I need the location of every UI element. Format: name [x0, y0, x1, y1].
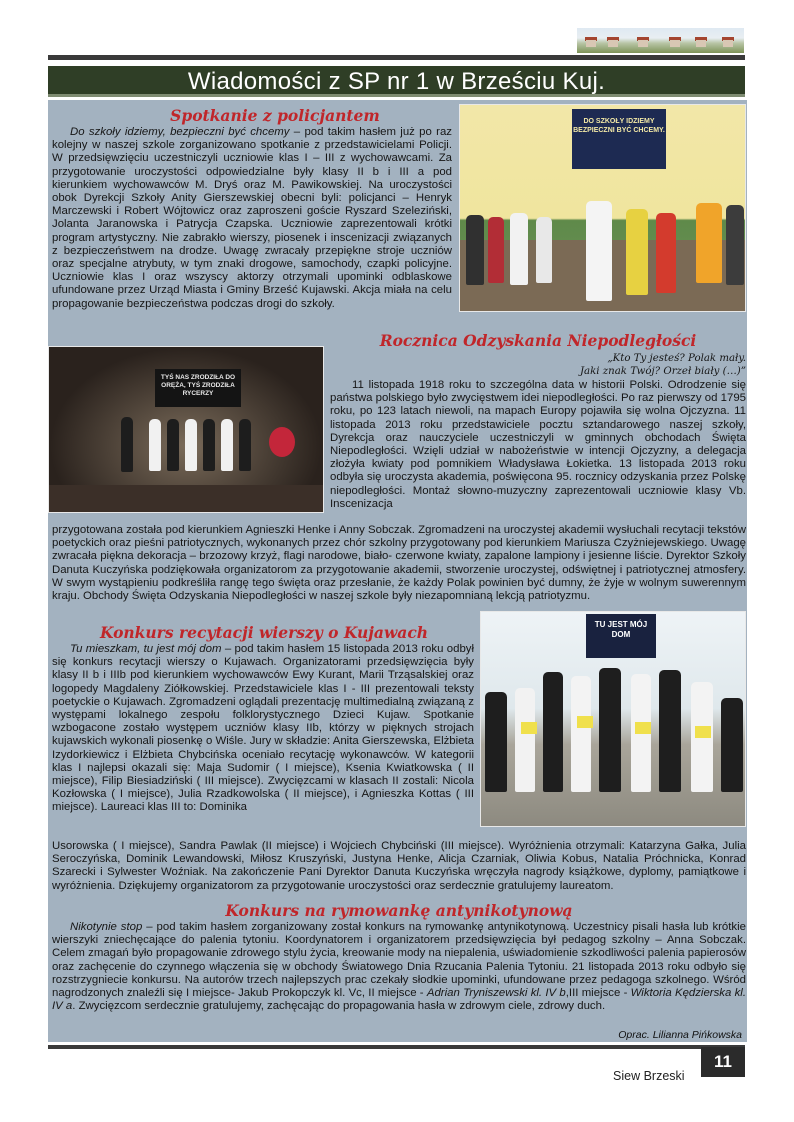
winner-3: Wiktoria Kędzierska kl. IV a	[52, 987, 746, 1013]
article-body: – pod takim hasłem już po raz kolejny w naszej szkole zorganizowano spotkanie z przedstawicielami Policji. W przedsięwzięciu uczestniczyli uczniowie klas I – III z wychowawcami. Za przygotowanie uroczystości odpowiedzialne były klasy II b i III a pod kierunkiem wychowawców M. Dryś oraz M. Pawikowskiej. Na uroczystości obok Dyrekcji Szkoły Anity Gierszewskiej obecni byli: policjanci – Henryk Marczewski i Robert Wójtowicz oraz zaproszeni goście Ryszard Szeleziński, Jolanta Jaranowska i Patrycja Czapska. Uczniowie zaprezentowali krótki program artystyczny. Nie zabrakło wierszy, piosenek i inscenizacji związanych z bezpieczeństwem na drodze. Uwagę zwracały przepiękne stroje uczniów oraz specjalne atrybuty, w tym znaki drogowe, samochody, czapki policyjne. Uczniowie klas I oraz wszyscy aktorzy otrzymali upominki odblaskowe ufundowane przez Urząd Miasta i Gminy Brześć Kujawski. Akcja miała na celu propagowanie bezpieczeństwa podczas drogi do szkoły.	[52, 126, 452, 310]
article-recytacje-top	[52, 643, 474, 815]
quote-line-1: „Kto Ty jesteś? Polak mały.	[607, 353, 746, 364]
lead-phrase: Do szkoły idziemy, bezpieczni być chcemy	[70, 126, 290, 138]
page-number: 11	[701, 1047, 745, 1077]
publication-name: Siew Brzeski	[613, 1069, 685, 1083]
photo-banner: DO SZKOŁY IDZIEMY BEZPIECZNI BYĆ CHCEMY.	[572, 109, 666, 169]
photo-banner: TU JEST MÓJ DOM	[586, 614, 656, 658]
section-heading-policja: Spotkanie z policjantem	[170, 106, 380, 125]
bottom-divider	[48, 1045, 745, 1049]
lead-phrase: Tu mieszkam, tu jest mój dom	[70, 643, 222, 655]
article-antynikotyna	[52, 921, 746, 1013]
quote-line-2: Jaki znak Twój? Orzeł biały (…)”	[579, 366, 746, 377]
article-body: przygotowana została pod kierunkiem Agnieszki Henke i Anny Sobczak. Zgromadzeni na uroczystej akademii wysłuchali recytacji tekstów poetyckich oraz pieśni patriotycznych, wykonanych przez chór szkolny przygotowany pod kierunkiem Mariusza Czyżniejewskiego. Uwagę zwracała piękna dekoracja – brzozowy krzyż, flagi narodowe, biało- czerwone kwiaty, zapalone lampiony i jesienne liście. Dyrektor Szkoły Danuta Kuczyńska podziękowała organizatorom za przygotowanie akademii, stworzenie uroczystej, odświętnej i patriotycznej atmosfery. W swym wystąpieniu podkreśliła rangę tego święta oraz przesłanie, że każdy Polak powinien być dumny, że żyje w wolnym suwerennym kraju. Obchody Święta Odzyskania Niepodległości w naszej szkole były niezapomnianą lekcją patriotyzmu.	[52, 524, 746, 603]
article-body: – pod takim hasłem zorganizowany został konkurs na rymowankę antynikotynową. Uczestnicy pisali hasła lub krótkie wierszyki zniechęcające do palenia tytoniu. Koordynatorem i organizatorem przedsięwzięcia był pedagog szkolny – Anna Sobczak. Celem zmagań było propagowanie zdrowego stylu życia, kreowanie mody na niepalenia, uświadomienie szkodliwości palenia papierosów oraz zachęcenie do czynnego włączenia się w obchody Światowego Dnia Rzucania Palenia Tytoniu. 21 listopada 2013 roku odbyło się rozstrzygniecie konkursu. Na autorów trzech najlepszych prac czekały słodkie upominki, ufundowane przez pedagoga szkolnego. Wśród nagrodzonych znaleźli się I miejsce- Jakub Prokopczyk kl. Vc, II miejsce -	[52, 921, 746, 1000]
article-niepodleglosc-bottom	[52, 524, 746, 603]
article-body-end: . Zwycięzcom serdecznie gratulujemy, zachęcając do propagowania hasła w zdrowym ciele, zdrowy duch.	[72, 1000, 606, 1013]
article-body: – pod takim hasłem 15 listopada 2013 roku odbył się konkurs recytacji wierszy o Kujawach. Organizatorami przedsięwzięcia były klasy II b i IIIb pod kierunkiem wychowawców Ewy Kurant, Marii Trząsalskiej oraz logopedy Magdaleny Ziółkowskiej. Przedstawiciele klas I - III prezentowali teksty poetyckie o Kujawach. Zgromadzeni oglądali prezentację multimedialną związaną z występami lokalnego zespołu folklorystycznego Dzieci Kujaw. Spotkanie wzbogacone zostało występem uczniów klasy IIb, którzy w pięknych strojach kujawskich wykonali piosenkę o Wiśle. Jury w składzie: Anita Gierszewska, Elżbieta Izydorkiewicz i Elżbieta Chybcińska oceniało recytację wykonawców. W kategorii klas I najlepsi okazali się: Maja Sudomir ( I miejsce), Ksenia Kwiatkowska ( II miejsce), Filip Biesiadziński ( III miejsce). Zwycięzcami w klasach II zostali: Nicola Kozłowska ( I miejsce), Julia Rzadkowolska ( II miejsce), i Agnieszka Kottas ( III miejsce). Laureaci klas III to: Dominika	[52, 643, 475, 814]
top-divider	[48, 55, 745, 60]
photo-independence-day	[48, 346, 324, 513]
section-heading-antynikotyna: Konkurs na rymowankę antynikotynową	[225, 901, 573, 920]
section-heading-recytacje: Konkurs recytacji wierszy o Kujawach	[99, 623, 429, 642]
photo-banner: TYŚ NAS ZRODZIŁA DO ORĘŻA, TYŚ ZRODZIŁA RYCERZY	[155, 369, 241, 407]
article-body: Usorowska ( I miejsce), Sandra Pawlak (II miejsce) i Wojciech Chybciński (III miejsce). Wyróżnienia otrzymali: Katarzyna Gałka, Julia Seroczyńska, Dominik Lewandowski, Miłosz Kruszyński, Justyna Henke, Alicja Czarniak, Oliwia Kobus, Natalia Próchnicka, Konrad Szarecki i Sylwester Woźniak. Na zakończenie Pani Dyrektor Danuta Kuczyńska wręczyła nagrody książkowe, dyplomy, pamiątkowe i wyróżnienia. Dziękujemy organizatorom za przygotowanie uroczystości oraz serdecznie gratulujemy laureatom.	[52, 840, 746, 892]
article-recytacje-bottom	[52, 840, 746, 893]
winner-2: Adrian Tryniszewski kl. IV b	[426, 987, 566, 1000]
author-credit: Oprac. Lilianna Pińkowska	[618, 1029, 742, 1041]
photo-recitation-contest	[480, 611, 746, 827]
article-niepodleglosc-top	[330, 379, 746, 511]
section-heading-niepodleglosc: Rocznica Odzyskania Niepodległości	[379, 331, 697, 350]
article-body-cont: ,III miejsce -	[565, 987, 631, 1000]
header-town-photo	[577, 28, 744, 53]
article-policja	[52, 126, 452, 311]
poem-quote	[330, 352, 746, 378]
article-body: 11 listopada 1918 roku to szczególna data w historii Polski. Odrodzenie się państwa polskiego było zwycięstwem idei niepodległości. Po raz pierwszy od 1795 roku, po 123 latach niewoli, na mapach Europy pojawiła się wolna Ojczyzna. 11 listopada 2013 roku przedstawiciele pocztu sztandarowego naszej szkoły, Dyrekcja oraz nauczyciele uczestniczyli w gminnych obchodach Święta Niepodległości. Wzięli udział w nabożeństwie w intencji Ojczyzny, a delegacja złożyła kwiaty pod pomnikiem Władysława Łokietka. 13 listopada 2013 roku odbyła się uroczysta akademia, poświęcona 95. rocznicy odzyskania przez Polskę niepodległości. Montaż słowno-muzyczny zaprezentowali uczniowie klasy Vb. Inscenizacja	[330, 379, 746, 510]
photo-police-meeting	[459, 104, 746, 312]
lead-phrase: Nikotynie stop	[70, 921, 143, 933]
page-title: Wiadomości z SP nr 1 w Brześciu Kuj.	[48, 66, 745, 97]
